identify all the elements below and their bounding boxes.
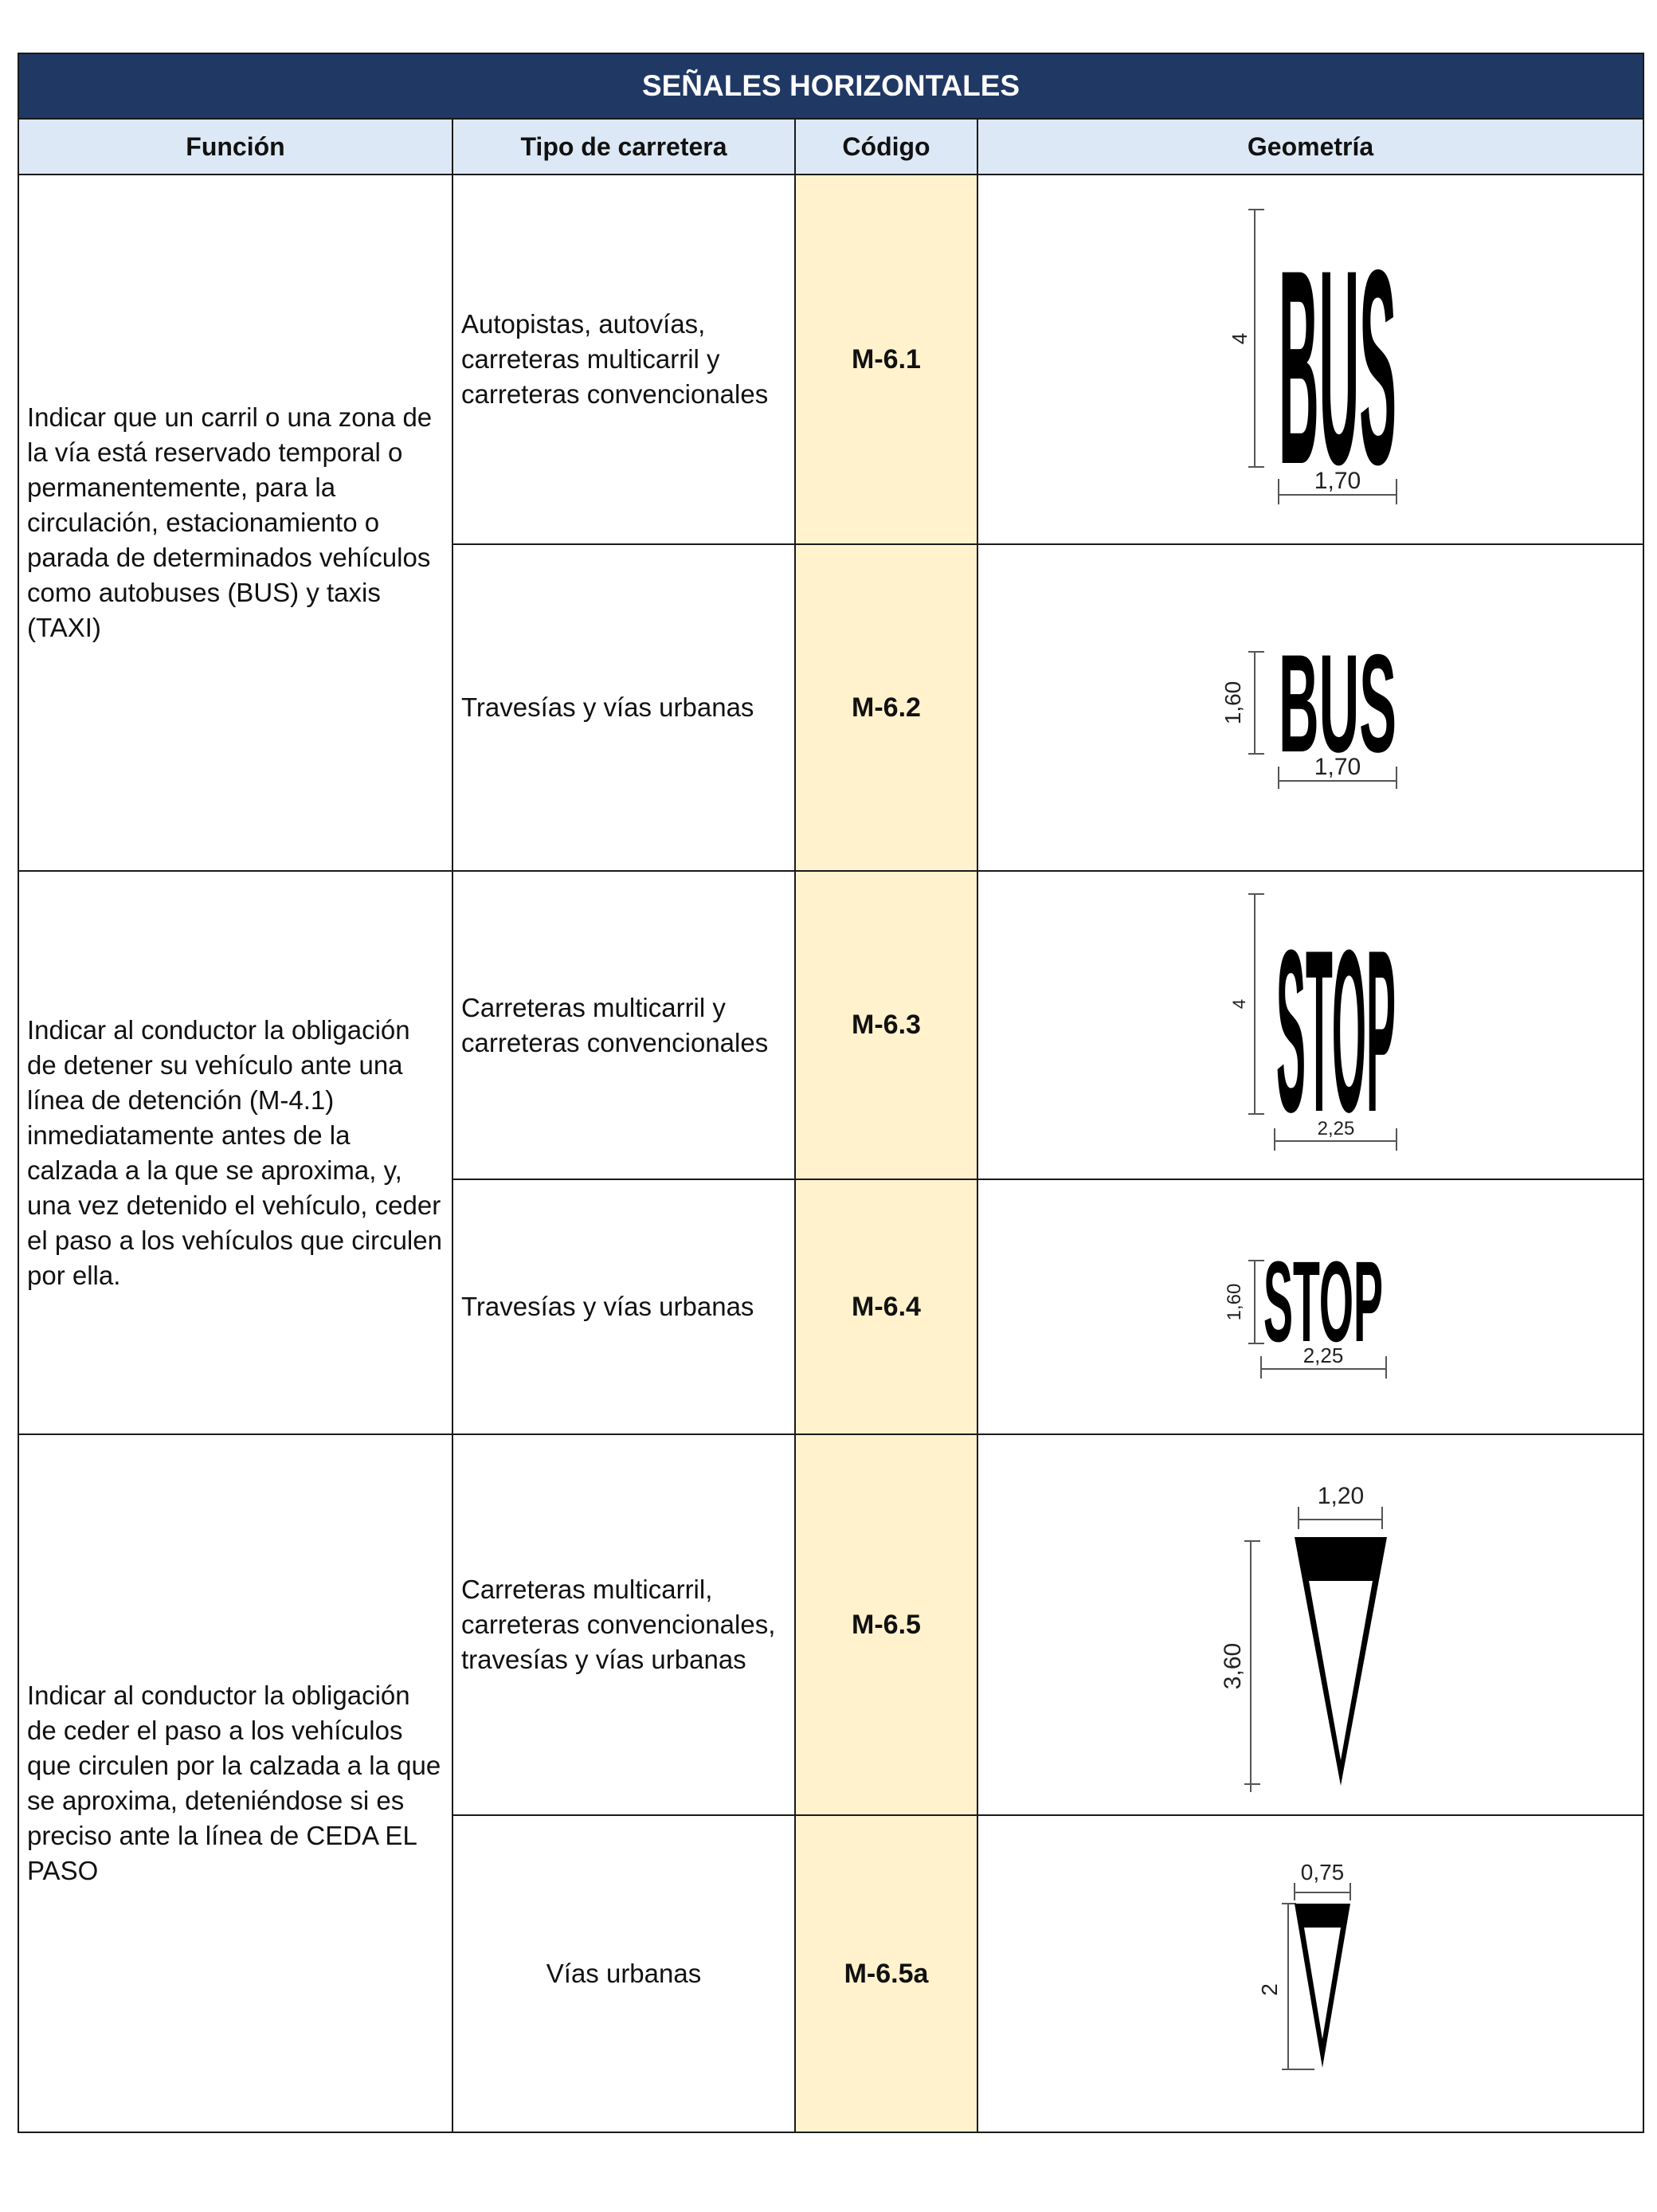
height-label: 1,60 — [1224, 1283, 1246, 1321]
stop-marking: STOP — [1263, 1237, 1384, 1367]
geometry-cell — [977, 544, 1643, 871]
bus-marking: BUS — [1279, 626, 1397, 782]
width-label: 1,70 — [1314, 468, 1361, 494]
codigo-cell: M-6.2 — [795, 544, 977, 871]
header-funcion: Función — [18, 119, 452, 175]
width-label: 1,20 — [1317, 1483, 1365, 1509]
yield-triangle-marking — [1295, 1904, 1350, 2068]
header-codigo: Código — [795, 119, 977, 175]
stop-large-diagram — [1191, 878, 1430, 1173]
height-label: 4 — [1229, 998, 1250, 1009]
height-label: 3,60 — [1220, 1642, 1247, 1690]
geometry-cell — [977, 175, 1643, 544]
width-label: 2,25 — [1317, 1117, 1355, 1139]
header-tipo: Tipo de carretera — [452, 119, 795, 175]
codigo-cell: M-6.5a — [795, 1815, 977, 2132]
tipo-cell: Travesías y vías urbanas — [452, 544, 795, 871]
funcion-cell: Indicar al conductor la obligación de ceder el paso a los vehículos que circulen por la calzada a la que se aproxima, deteniéndose si es preciso ante la línea de CEDA EL PASO — [18, 1434, 452, 2132]
tipo-cell: Carreteras multicarril, carreteras convencionales, travesías y vías urbanas — [452, 1434, 795, 1815]
table-row — [18, 175, 1643, 544]
width-label: 0,75 — [1300, 1860, 1345, 1885]
geometry-cell — [977, 871, 1643, 1179]
funcion-cell: Indicar al conductor la obligación de detener su vehículo ante una línea de detención (M-4.1) inmediatamente antes de la calzada a la que se aproxima, y, una vez detenido el vehículo, ceder el paso a los vehículos que circulen por ella. — [18, 871, 452, 1434]
tipo-cell: Carreteras multicarril y carreteras convencionales — [452, 871, 795, 1179]
header-row — [18, 119, 1643, 175]
yield-triangle-marking — [1295, 1537, 1387, 1786]
geometry-cell — [977, 1179, 1643, 1434]
height-label: 4 — [1228, 332, 1252, 345]
height-label: 2 — [1257, 1983, 1283, 1996]
bus-large-diagram — [1191, 192, 1430, 527]
table-row — [18, 871, 1643, 1179]
tipo-cell: Autopistas, autovías, carreteras multicarril y carreteras convencionales — [452, 175, 795, 544]
table-row — [18, 1434, 1643, 1815]
codigo-cell: M-6.1 — [795, 175, 977, 544]
codigo-cell: M-6.5 — [795, 1434, 977, 1815]
signals-table — [18, 53, 1644, 2133]
header-geometria: Geometría — [977, 119, 1643, 175]
stop-small-diagram — [1191, 1227, 1430, 1386]
yield-large-diagram — [1191, 1457, 1430, 1792]
tipo-cell: Travesías y vías urbanas — [452, 1179, 795, 1434]
geometry-cell — [977, 1434, 1643, 1815]
yield-small-diagram — [1191, 1854, 1430, 2093]
table-title: SEÑALES HORIZONTALES — [18, 53, 1643, 119]
bus-marking: BUS — [1279, 212, 1397, 523]
codigo-cell: M-6.4 — [795, 1179, 977, 1434]
title-row — [18, 53, 1643, 119]
codigo-cell: M-6.3 — [795, 871, 977, 1179]
tipo-cell: Vías urbanas — [452, 1815, 795, 2132]
funcion-cell: Indicar que un carril o una zona de la vía está reservado temporal o permanentemente, para la circulación, estacionamiento o parada de determinados vehículos como autobuses (BUS) y taxis (TAXI) — [18, 175, 452, 871]
bus-small-diagram — [1191, 612, 1430, 803]
stop-marking: STOP — [1276, 901, 1397, 1160]
geometry-cell — [977, 1815, 1643, 2132]
height-label: 1,60 — [1220, 680, 1246, 725]
width-label: 1,70 — [1314, 754, 1361, 780]
width-label: 2,25 — [1302, 1343, 1344, 1367]
